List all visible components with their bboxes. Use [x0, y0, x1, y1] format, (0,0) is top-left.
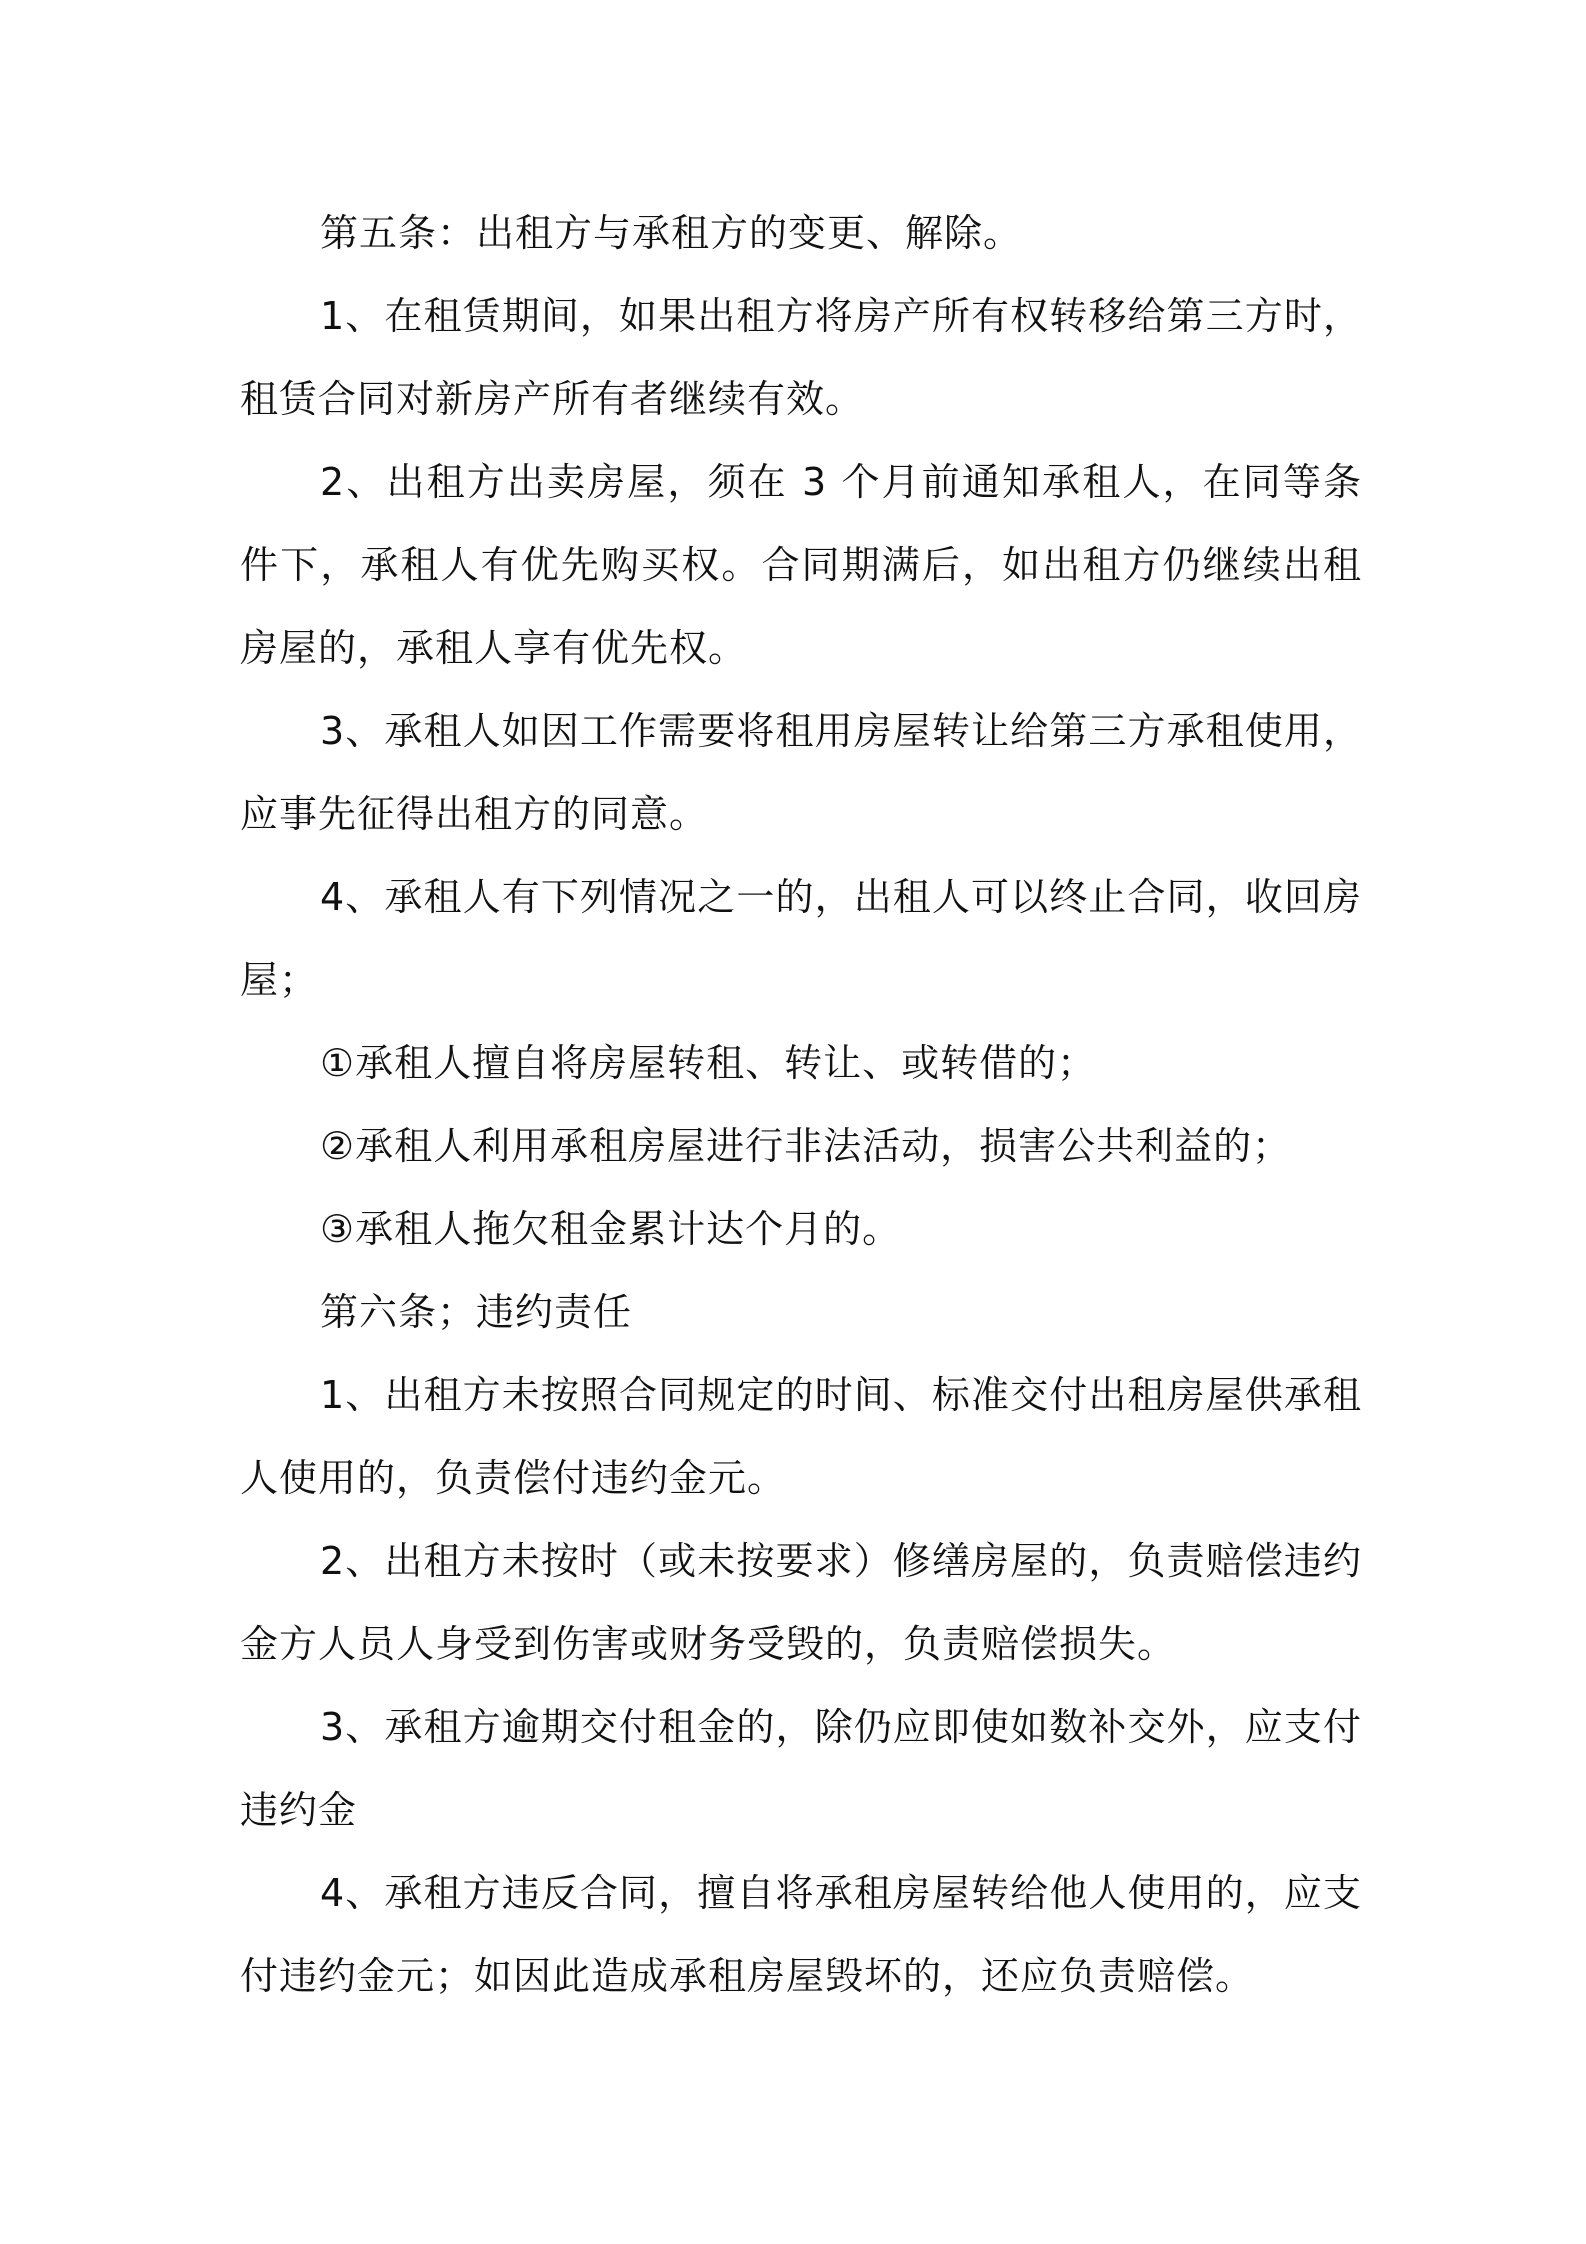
clause-4-item-1: ①承租人擅自将房屋转租、转让、或转借的；: [320, 1041, 1097, 1085]
article-6-clause-2: 2、出租方未按时（或未按要求）修缮房屋的，负责赔偿违约金方人员人身受到伤害或财务受毁的，负责赔偿损失。: [240, 1539, 1362, 1666]
article-5-clause-1: 1、在租赁期间，如果出租方将房产所有权转移给第三方时，租赁合同对新房产所有者继续有效。: [240, 294, 1362, 421]
article-6-heading: 第六条；违约责任: [320, 1290, 633, 1334]
clause-4-item-2: ②承租人利用承租房屋进行非法活动，损害公共利益的；: [320, 1124, 1292, 1168]
article-5-clause-3: 3、承租人如因工作需要将租用房屋转让给第三方承租使用，应事先征得出租方的同意。: [240, 709, 1362, 836]
article-5-clause-2: 2、出租方出卖房屋，须在 3 个月前通知承租人，在同等条件下，承租人有优先购买权。合同期满后，如出租方仍继续出租房屋的，承租人享有优先权。: [240, 460, 1362, 670]
article-6-clause-4: 4、承租方违反合同，擅自将承租房屋转给他人使用的，应支付违约金元；如因此造成承租房屋毁坏的，还应负责赔偿。: [240, 1871, 1362, 1998]
article-6-clause-3: 3、承租方逾期交付租金的，除仍应即使如数补交外，应支付违约金: [240, 1705, 1362, 1832]
clause-4-item-3: ③承租人拖欠租金累计达个月的。: [320, 1207, 902, 1251]
article-6-clause-1: 1、出租方未按照合同规定的时间、标准交付出租房屋供承租人使用的，负责偿付违约金元。: [240, 1373, 1362, 1500]
document-body: [240, 192, 1362, 2018]
article-5-clause-4: 4、承租人有下列情况之一的，出租人可以终止合同，收回房屋；: [240, 875, 1362, 1002]
article-5-heading: 第五条：出租方与承租方的变更、解除。: [320, 211, 1023, 255]
